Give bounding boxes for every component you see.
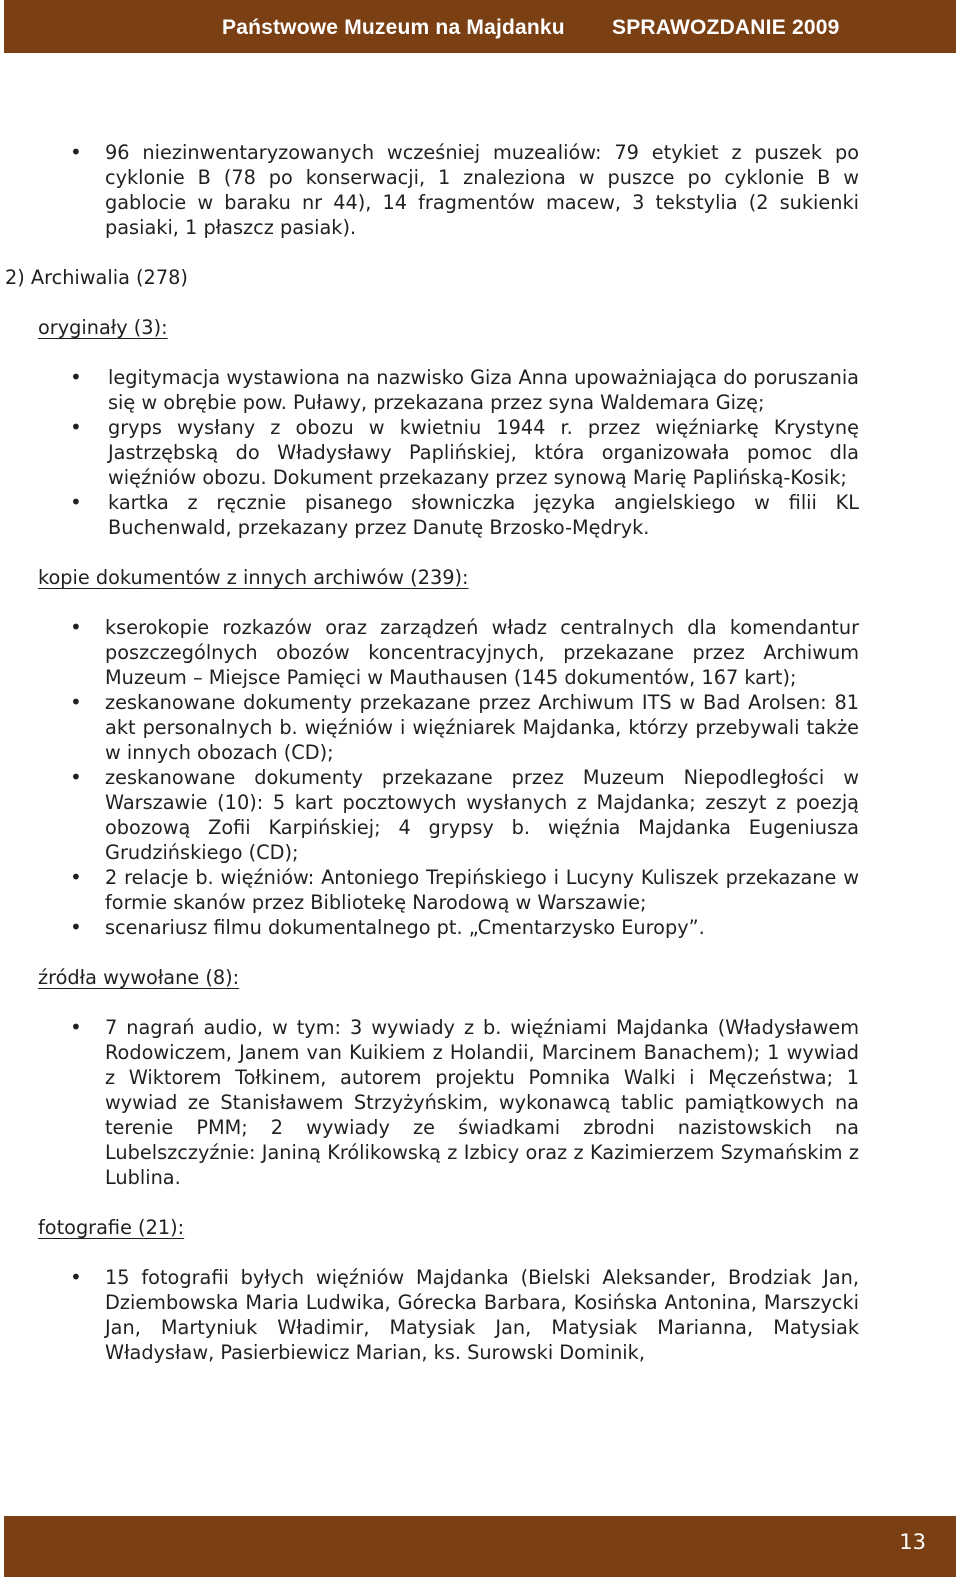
list-item (0, 365, 859, 415)
section-heading-archives: 2) Archiwalia (278) (5, 266, 188, 289)
bullet-icon: • (70, 1265, 82, 1289)
list-item-text: 15 fotografii byłych więźniów Majdanka (Bielski Aleksander, Brodziak Jan, Dziembowska Maria Ludwika, Górecka Barbara, Kosińska Antonina, Marszycki Jan, Martyniuk Władimir, Matysiak Jan, Matysiak Marianna, Matysiak Władysław, Pasierbiewicz Marian, ks. Surowski Dominik, (105, 1266, 859, 1364)
list-item (0, 615, 859, 690)
list-item-text: 7 nagrań audio, w tym: 3 wywiady z b. więźniami Majdanka (Władysławem Rodowiczem, Janem van Kuikiem z Holandii, Marcinem Banachem); 1 wywiad z Wiktorem Tołkinem, autorem projektu Pomnika Walki i Męczeństwa; 1 wywiad ze Stanisławem Strzyżyńskim, wykonawcą tablic pamiątkowych na terenie PMM; 2 wywiady ze świadkami zbrodni nazistowskich na Lubelszczyźnie: Janiną Królikowską z Izbicy oraz z Kazimierzem Szymańskim z Lublina. (105, 1016, 859, 1189)
list-item (0, 915, 859, 940)
subheading-sources: źródła wywołane (8): (38, 966, 240, 989)
subheading-originals: oryginały (3): (38, 316, 168, 339)
list-item (0, 1015, 859, 1190)
list-item-text: kartka z ręcznie pisanego słowniczka języka angielskiego w filii KL Buchenwald, przekazany przez Danutę Brzosko-Mędryk. (108, 491, 859, 539)
list-item (0, 490, 859, 540)
sources-list (0, 1015, 960, 1190)
report-title: SPRAWOZDANIE 2009 (612, 16, 840, 39)
list-item-text: legitymacja wystawiona na nazwisko Giza Anna upoważniająca do poruszania się w obrębie pow. Puławy, przekazana przez syna Waldemara Gizę; (108, 366, 859, 414)
bullet-icon: • (70, 690, 82, 714)
list-item-text: 96 niezinwentaryzowanych wcześniej muzealiów: 79 etykiet z puszek po cyklonie B (78 po konserwacji, 1 znaleziona w puszce po cyklonie B w gablocie w baraku nr 44), 14 fragmentów macew, 3 tekstylia (2 sukienki pasiaki, 1 płaszcz pasiak). (105, 141, 859, 239)
bullet-icon: • (70, 415, 82, 439)
museum-name: Państwowe Muzeum na Majdanku (222, 16, 565, 39)
page-header (4, 0, 956, 53)
list-item-text: zeskanowane dokumenty przekazane przez Archiwum ITS w Bad Arolsen: 81 akt personalnych b. więźniów i więźniarek Majdanka, którzy przebywali także w innych obozach (CD); (105, 691, 859, 764)
list-item (0, 1265, 859, 1365)
copies-list (0, 615, 960, 940)
subheading-copies: kopie dokumentów z innych archiwów (239): (38, 566, 469, 589)
bullet-icon: • (70, 490, 82, 514)
bullet-icon: • (70, 915, 82, 939)
subheading-photos: fotografie (21): (38, 1216, 185, 1239)
intro-list (0, 140, 960, 240)
page-footer (4, 1516, 956, 1577)
list-item-text: 2 relacje b. więźniów: Antoniego Trepińskiego i Lucyny Kuliszek przekazane w formie skanów przez Bibliotekę Narodową w Warszawie; (105, 866, 859, 914)
list-item (0, 765, 859, 865)
list-item-text: zeskanowane dokumenty przekazane przez Muzeum Niepodległości w Warszawie (10): 5 kart pocztowych wysłanych z Majdanka; zeszyt z poezją obozową Zofii Karpińskiej; 4 grypsy b. więźnia Majdanka Eugeniusza Grudzińskiego (CD); (105, 766, 859, 864)
page-number: 13 (899, 1530, 926, 1554)
list-item (0, 140, 859, 240)
list-item-text: scenariusz filmu dokumentalnego pt. „Cmentarzysko Europy”. (105, 916, 705, 939)
bullet-icon: • (70, 865, 82, 889)
photos-list (0, 1265, 960, 1365)
list-item-text: kserokopie rozkazów oraz zarządzeń władz centralnych dla komendantur poszczególnych obozów koncentracyjnych, przekazane przez Archiwum Muzeum – Miejsce Pamięci w Mauthausen (145 dokumentów, 167 kart); (105, 616, 859, 689)
page-content (0, 140, 960, 1365)
list-item (0, 690, 859, 765)
list-item (0, 415, 859, 490)
list-item-text: gryps wysłany z obozu w kwietniu 1944 r. przez więźniarkę Krystynę Jastrzębską do Władysławy Paplińskiej, która organizowała pomoc dla więźniów obozu. Dokument przekazany przez synową Marię Paplińską-Kosik; (108, 416, 859, 489)
bullet-icon: • (70, 765, 82, 789)
bullet-icon: • (70, 140, 82, 164)
list-item (0, 865, 859, 915)
bullet-icon: • (70, 365, 82, 389)
bullet-icon: • (70, 1015, 82, 1039)
bullet-icon: • (70, 615, 82, 639)
originals-list (0, 365, 960, 540)
